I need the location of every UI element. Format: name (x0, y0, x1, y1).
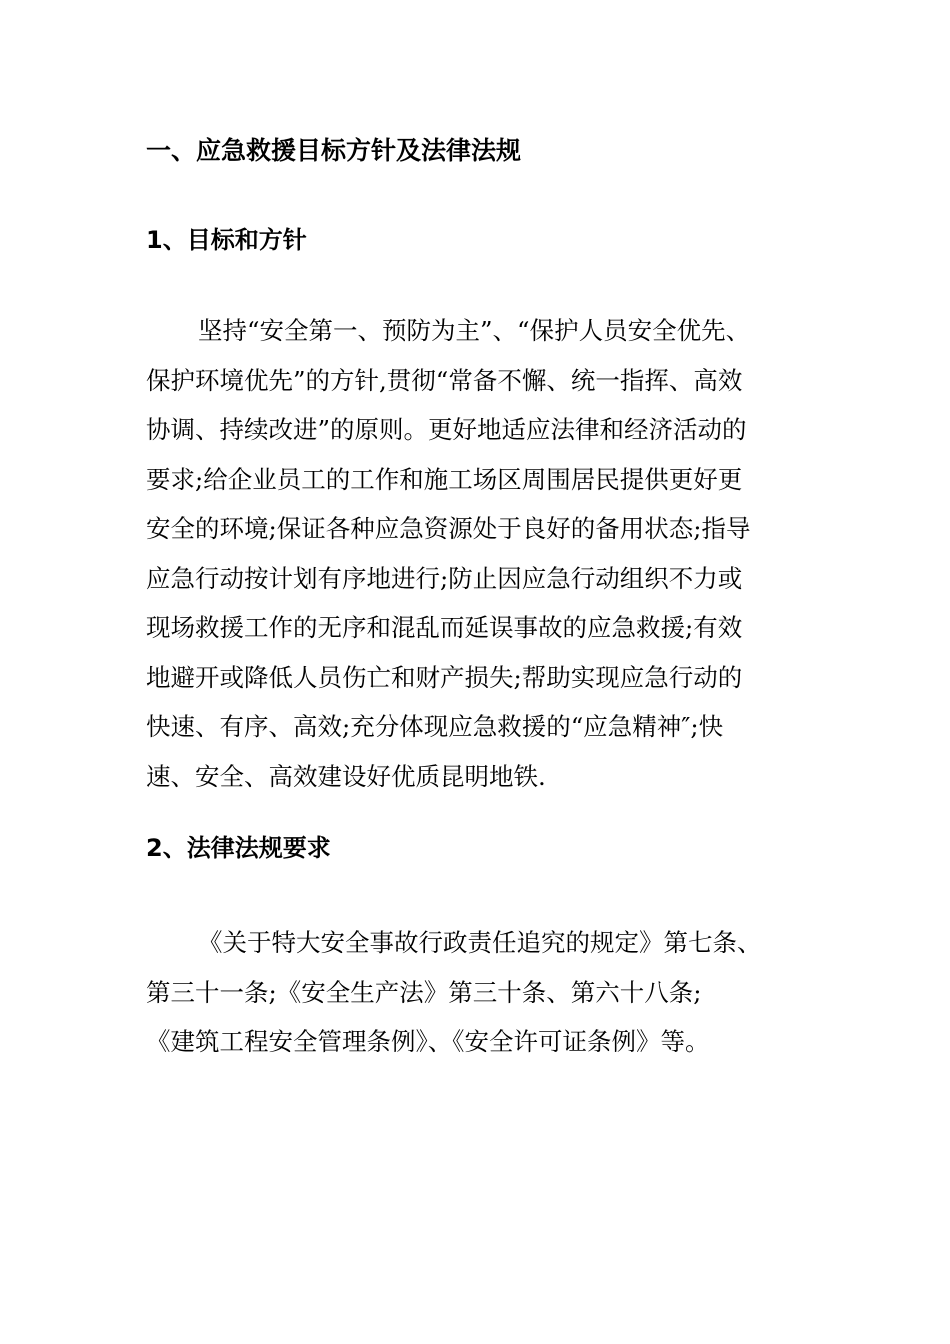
paragraph-line: 要求;给企业员工的工作和施工场区周围居民提供更好更 (146, 464, 743, 494)
paragraph-line: 安全的环境;保证各种应急资源处于良好的备用状态;指导 (146, 514, 751, 543)
paragraph-line: 《建筑工程安全管理条例》、《安全许可证条例》等。 (146, 1027, 710, 1056)
paragraph-line: 保护环境优先”的方针,贯彻“常备不懈、统一指挥、高效 (146, 365, 743, 395)
paragraph-line: 协调、持续改进”的原则。更好地适应法律和经济活动的 (146, 415, 747, 444)
section-heading-goals: 1、目标和方针 (146, 226, 307, 254)
paragraph-line: 第三十一条;《安全生产法》第三十条、第六十八条; (146, 977, 702, 1007)
paragraph-goals (146, 306, 751, 801)
paragraph-laws (146, 918, 762, 1067)
paragraph-line: 地避开或降低人员伤亡和财产损失;帮助实现应急行动的 (146, 662, 743, 692)
paragraph-line: 速、安全、高效建设好优质昆明地铁. (146, 761, 546, 791)
paragraph-line: 应急行动按计划有序地进行;防止因应急行动组织不力或 (146, 563, 743, 593)
paragraph-line: 坚持“安全第一、预防为主”、“保护人员安全优先、 (198, 316, 751, 345)
paragraph-line: 现场救援工作的无序和混乱而延误事故的应急救援;有效 (146, 613, 743, 642)
paragraph-line: 快速、有序、高效;充分体现应急救援的“应急精神″;快 (146, 712, 724, 741)
paragraph-line: 《关于特大安全事故行政责任追究的规定》第七条、 (198, 928, 762, 957)
main-heading: 一、应急救援目标方针及法律法规 (146, 136, 522, 165)
section-heading-laws: 2、法律法规要求 (146, 834, 331, 862)
